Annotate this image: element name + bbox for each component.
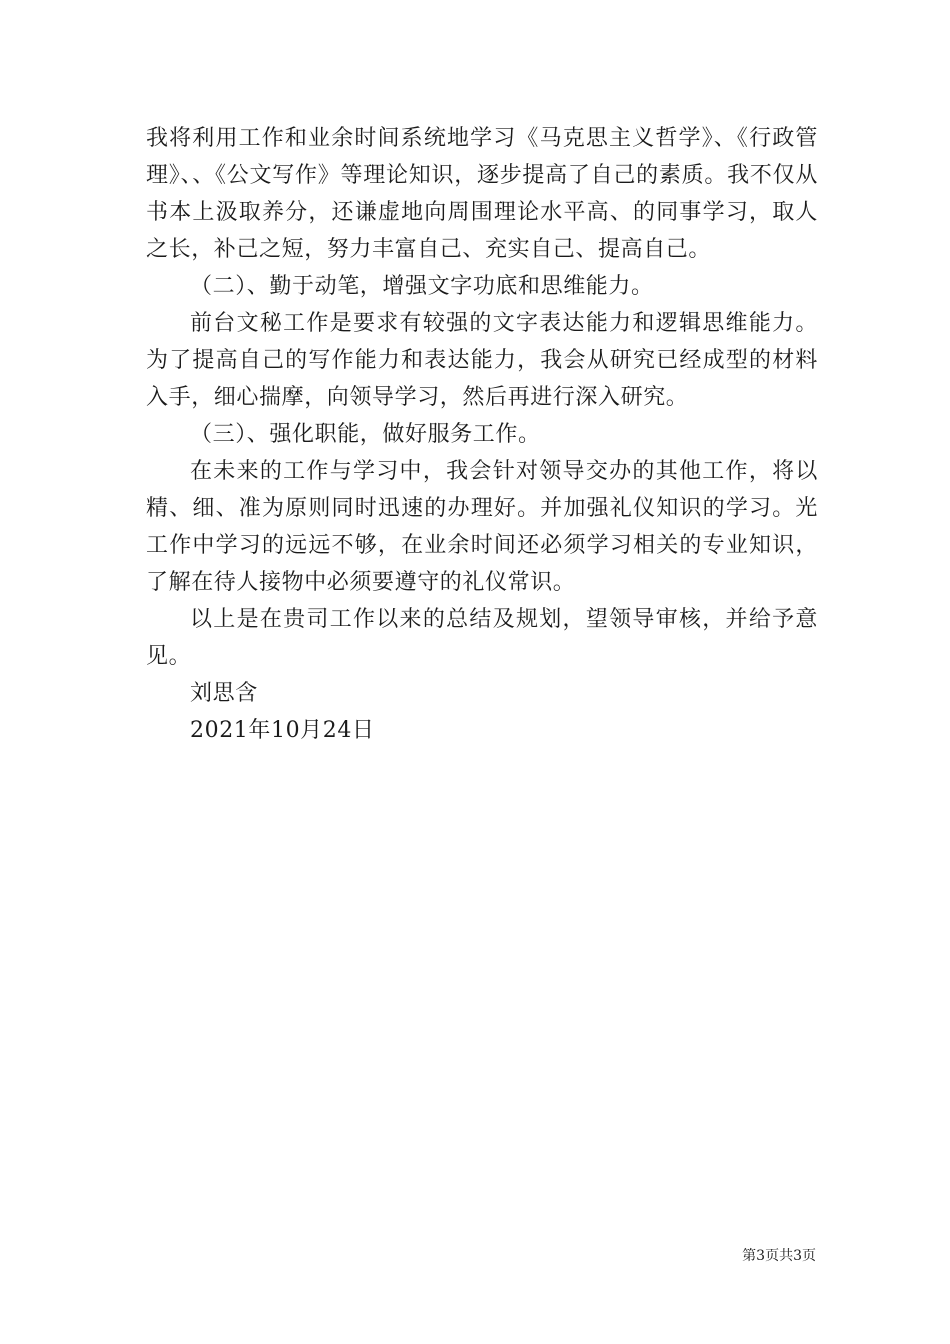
page-number-footer: 第3页共3页 — [742, 1248, 816, 1264]
section-heading-service: （三）、强化职能，做好服务工作。 — [190, 422, 541, 447]
signature-name: 刘思含 — [190, 681, 258, 706]
section-heading-writing: （二）、勤于动笔，增强文字功底和思维能力。 — [190, 274, 654, 299]
paragraph-service: 在未来的工作与学习中，我会针对领导交办的其他工作，将以精、细、准为原则同时迅速的办理好。并加强礼仪知识的学习。光工作中学习的远远不够，在业余时间还必须学习相关的专业知识，了解在待人接物中必须要遵守的礼仪常识。 — [146, 459, 818, 595]
document-body — [146, 120, 818, 749]
document-date: 2021年10月24日 — [190, 718, 375, 743]
paragraph-study-plan: 我将利用工作和业余时间系统地学习《马克思主义哲学》、《行政管理》、、《公文写作》等理论知识，逐步提高了自己的素质。我不仅从书本上汲取养分，还谦虚地向周围理论水平高、的同事学习，取人之长，补己之短，努力丰富自己、充实自己、提高自己。 — [146, 126, 818, 262]
paragraph-conclusion: 以上是在贵司工作以来的总结及规划，望领导审核，并给予意见。 — [146, 607, 818, 669]
paragraph-writing: 前台文秘工作是要求有较强的文字表达能力和逻辑思维能力。为了提高自己的写作能力和表达能力，我会从研究已经成型的材料入手，细心揣摩，向领导学习，然后再进行深入研究。 — [146, 311, 818, 410]
